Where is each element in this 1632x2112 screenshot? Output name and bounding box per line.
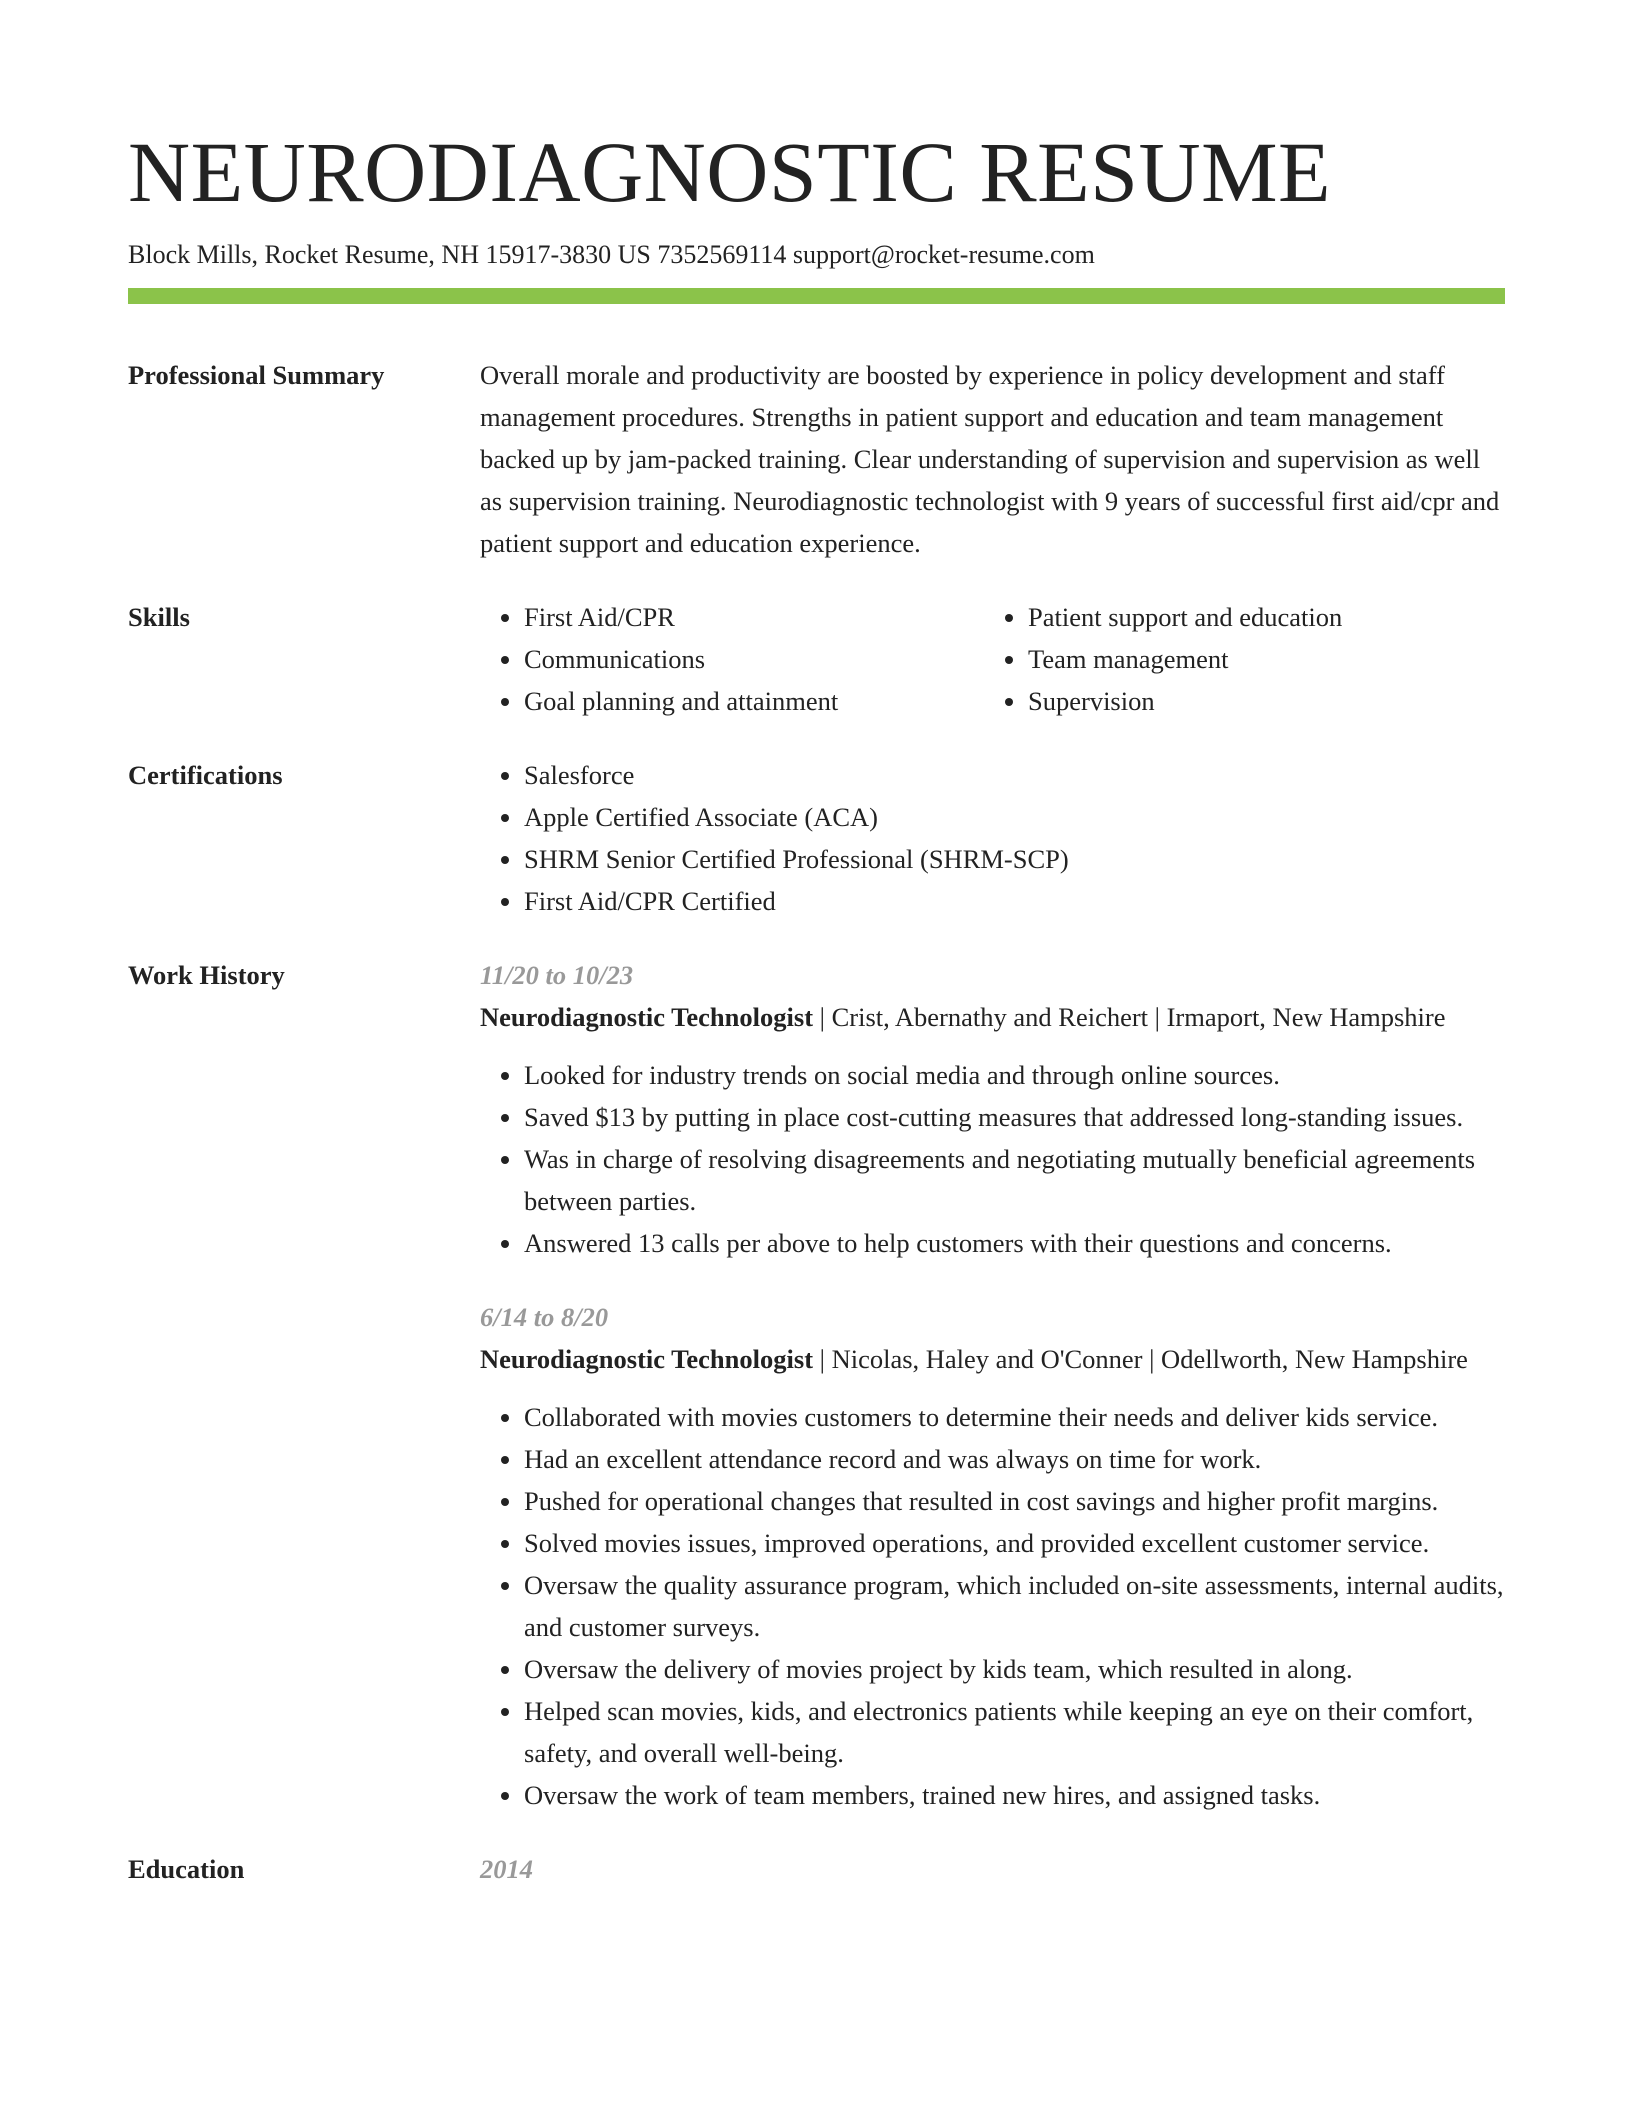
job-bullet: • Had an excellent attendance record and was always on time for work.	[524, 1438, 1505, 1480]
job-bullet: • Was in charge of resolving disagreements and negotiating mutually beneficial agreements between parties.	[524, 1138, 1505, 1222]
job-bullet: • Answered 13 calls per above to help customers with their questions and concerns.	[524, 1222, 1505, 1264]
section-title-skills: Skills	[128, 602, 190, 632]
skills-list-1	[480, 596, 984, 722]
section-title-work-history: Work History	[128, 960, 285, 990]
job-details: | Crist, Abernathy and Reichert | Irmaport, New Hampshire	[813, 1002, 1446, 1032]
skills-section	[128, 596, 1505, 722]
job-bullet: • Helped scan movies, kids, and electronics patients while keeping an eye on their comfort, safety, and overall well-being.	[524, 1690, 1505, 1774]
skill-item: • Patient support and education	[1028, 596, 1488, 638]
job-bullet: • Oversaw the quality assurance program, which included on-site assessments, internal audits, and customer surveys.	[524, 1564, 1505, 1648]
skill-item: • Team management	[1028, 638, 1488, 680]
section-title-summary: Professional Summary	[128, 360, 385, 390]
header-divider	[128, 288, 1505, 304]
resume-page	[128, 0, 1505, 1890]
job-bullet: • Oversaw the delivery of movies project by kids team, which resulted in along.	[524, 1648, 1505, 1690]
resume-name: NEURODIAGNOSTIC RESUME	[128, 124, 1332, 220]
summary-section	[128, 354, 1505, 564]
job-title: Neurodiagnostic Technologist	[480, 1344, 814, 1374]
section-title-education: Education	[128, 1854, 245, 1884]
skills-list-2	[984, 596, 1488, 722]
skills-grid	[480, 596, 1505, 722]
job-details: | Nicolas, Haley and O'Conner | Odellworth, New Hampshire	[813, 1344, 1468, 1374]
certifications-body	[480, 754, 1505, 922]
section-title-certifications: Certifications	[128, 760, 283, 790]
job-bullets	[480, 1054, 1505, 1264]
certification-item: • Apple Certified Associate (ACA)	[524, 796, 1505, 838]
certification-item: • Salesforce	[524, 754, 1505, 796]
education-date: 2014	[480, 1854, 533, 1884]
job-bullet: • Collaborated with movies customers to determine their needs and deliver kids service.	[524, 1396, 1505, 1438]
certifications-section	[128, 754, 1505, 922]
skills-column-2	[984, 596, 1488, 722]
job-heading	[480, 996, 1505, 1038]
job-bullet: • Looked for industry trends on social media and through online sources.	[524, 1054, 1505, 1096]
contact-line: Block Mills, Rocket Resume, NH 15917-3830 US 7352569114 support@rocket-resume.com	[128, 240, 1095, 269]
job-bullet: • Solved movies issues, improved operations, and provided excellent customer service.	[524, 1522, 1505, 1564]
job-entry	[480, 1296, 1505, 1816]
certifications-list	[480, 754, 1505, 922]
education-body	[480, 1848, 1505, 1890]
certification-item: • SHRM Senior Certified Professional (SHRM-SCP)	[524, 838, 1505, 880]
skill-item: • Communications	[524, 638, 984, 680]
education-section	[128, 1848, 1505, 1890]
job-bullet: • Oversaw the work of team members, trained new hires, and assigned tasks.	[524, 1774, 1505, 1816]
job-bullet: • Pushed for operational changes that resulted in cost savings and higher profit margins.	[524, 1480, 1505, 1522]
work-history-section	[128, 954, 1505, 1816]
certification-item: • First Aid/CPR Certified	[524, 880, 1505, 922]
skill-item: • Goal planning and attainment	[524, 680, 984, 722]
work-history-body	[480, 954, 1505, 1816]
job-heading	[480, 1338, 1505, 1380]
job-bullet: • Saved $13 by putting in place cost-cutting measures that addressed long-standing issues.	[524, 1096, 1505, 1138]
summary-text: Overall morale and productivity are boosted by experience in policy development and staff management procedures. Strengths in patient support and education and team management backed up by jam-packed training. Clear understanding of supervision and supervision as well as supervision training. Neurodiagnostic technologist with 9 years of successful first aid/cpr and patient support and education experience.	[480, 360, 1500, 558]
job-dates: 11/20 to 10/23	[480, 960, 634, 990]
skill-item: • Supervision	[1028, 680, 1488, 722]
job-bullets	[480, 1396, 1505, 1816]
job-entry	[480, 954, 1505, 1264]
skills-column-1	[480, 596, 984, 722]
job-dates: 6/14 to 8/20	[480, 1302, 609, 1332]
job-title: Neurodiagnostic Technologist	[480, 1002, 814, 1032]
skill-item: • First Aid/CPR	[524, 596, 984, 638]
